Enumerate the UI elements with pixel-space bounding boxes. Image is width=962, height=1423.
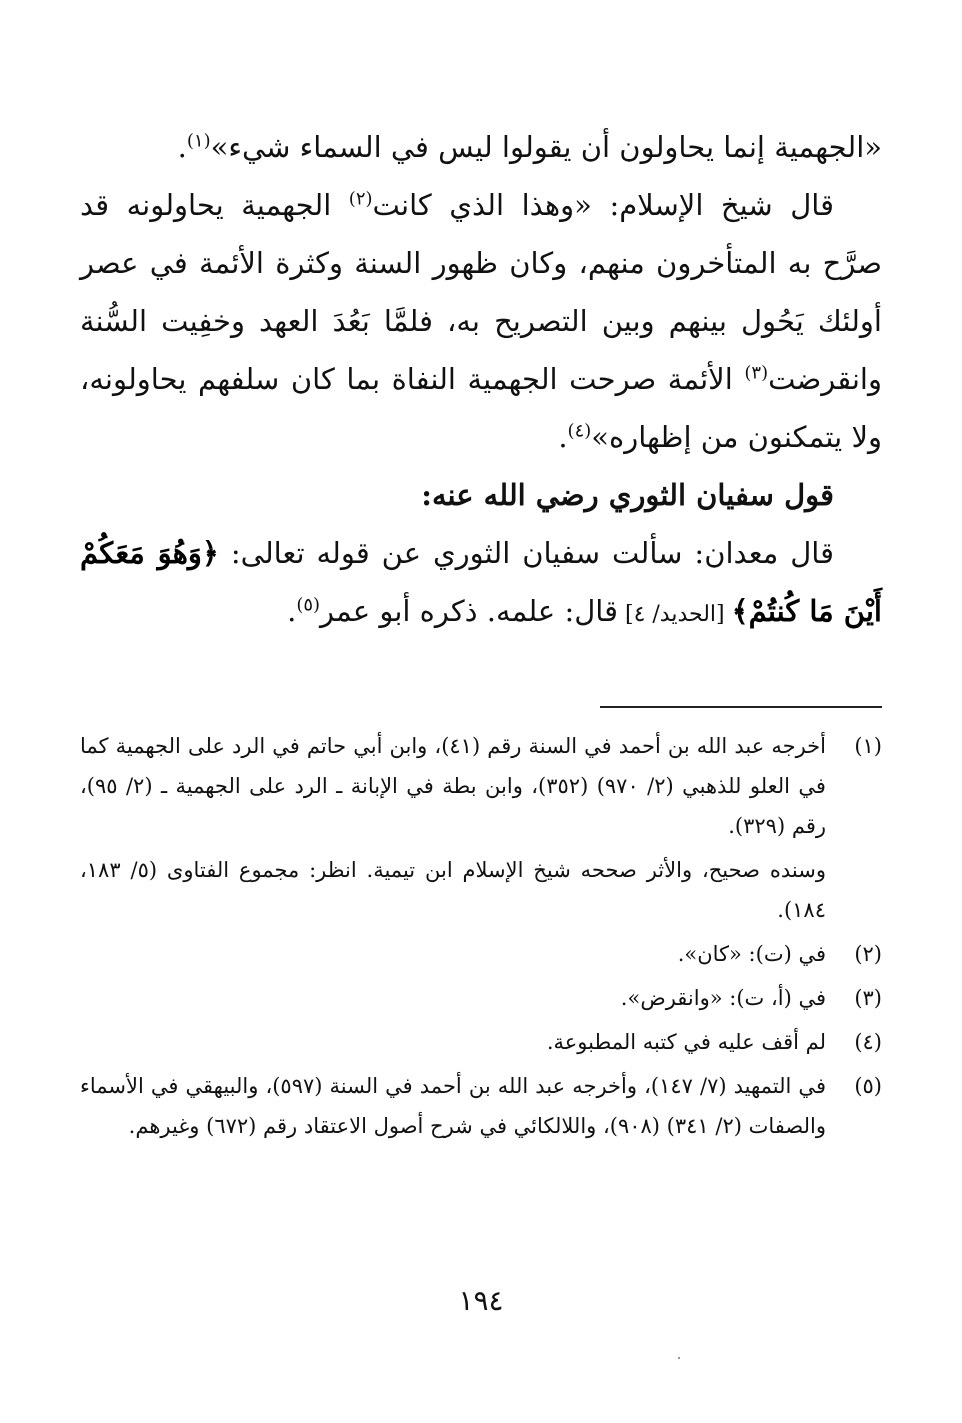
verse-citation: [الحديد/ ٤] [618, 602, 732, 627]
section-heading: قول سفيان الثوري رضي الله عنه: [421, 478, 834, 512]
paragraph-2-part-b: الجهمية يحاولونه قد صرَّح به المتأخرون منهم، وكان ظهور السنة وكثرة الأئمة في عصر أولئك يَحُول بينهم وبين التصريح به، فلمَّا بَعُدَ العهد وخفِيت السُّنة وانقرضت [80, 188, 882, 396]
footnote-text: في (ت): «كان». [677, 942, 826, 966]
paragraph-1-text: «الجهمية إنما يحاولون أن يقولوا ليس في السماء شيء» [210, 130, 882, 164]
paragraph-2-part-a: قال شيخ الإسلام: «وهذا الذي كانت [372, 188, 834, 222]
paragraph-3-part-b: قال: علمه. ذكره أبو عمر [320, 594, 618, 628]
paragraph-2 [80, 176, 882, 466]
footnote-text: أخرجه عبد الله بن أحمد في السنة رقم (٤١)، وابن أبي حاتم في الرد على الجهمية كما في العلو للذهبي (٢/ ٩٧٠) (٣٥٢)، وابن بطة في الإبانة ـ الرد على الجهمية ـ (٢/ ٩٥)، رقم (٣٢٩). [80, 734, 826, 838]
paragraph-2-end: . [558, 420, 568, 454]
footnotes-list [80, 726, 882, 1150]
footnote-ref-1[interactable]: (١) [186, 130, 211, 152]
footnote-1 [80, 726, 882, 930]
footnote-number: (٥) [854, 1074, 882, 1098]
footnote-text: في (أ، ت): «وانقرض». [620, 986, 826, 1010]
paragraph-1 [80, 118, 882, 176]
footnote-body [80, 726, 826, 930]
main-text [80, 118, 882, 644]
footnote-text: لم أقف عليه في كتبه المطبوعة. [546, 1030, 826, 1054]
footnote-number: (٤) [854, 1030, 882, 1054]
paragraph-3-end: . [287, 594, 297, 628]
footnote-4 [80, 1022, 882, 1062]
paragraph-3-part-a: قال معدان: سألت سفيان الثوري عن قوله تعالى: [218, 536, 834, 570]
footnote-3 [80, 978, 882, 1018]
quran-verse: ﴿وَهُوَ مَعَكُمْ أَيْنَ مَا كُنتُمْ﴾ [80, 536, 882, 628]
footnote-number: (١) [854, 734, 882, 758]
paragraph-3 [80, 524, 882, 644]
scan-speck [678, 1357, 680, 1359]
footnote-2 [80, 934, 882, 974]
footnote-5 [80, 1066, 882, 1146]
footnote-ref-5[interactable]: (٥) [296, 594, 321, 616]
footnote-divider [600, 706, 882, 708]
paragraph-1-end: . [177, 130, 187, 164]
footnote-number: (٣) [854, 986, 882, 1010]
paragraph-2-part-c: الأئمة صرحت الجهمية النفاة بما كان سلفهم يحاولونه، ولا يتمكنون من إظهاره» [80, 362, 882, 454]
footnote-number: (٢) [854, 942, 882, 966]
footnote-text: في التمهيد (٧/ ١٤٧)، وأخرجه عبد الله بن أحمد في السنة (٥٩٧)، والبيهقي في الأسماء والصفات (٢/ ٣٤١) (٩٠٨)، واللالكائي في شرح أصول الاعتقاد رقم (٦٧٢) وغيرهم. [80, 1074, 826, 1138]
page-number: ١٩٤ [458, 1284, 504, 1317]
footnote-extra-text: وسنده صحيح، والأثر صححه شيخ الإسلام ابن تيمية. انظر: مجموع الفتاوى (٥/ ١٨٣، ١٨٤). [80, 858, 826, 922]
footnote-ref-2[interactable]: (٢) [348, 188, 373, 210]
footnote-ref-3[interactable]: (٣) [744, 362, 769, 384]
footnote-ref-4[interactable]: (٤) [567, 420, 592, 442]
